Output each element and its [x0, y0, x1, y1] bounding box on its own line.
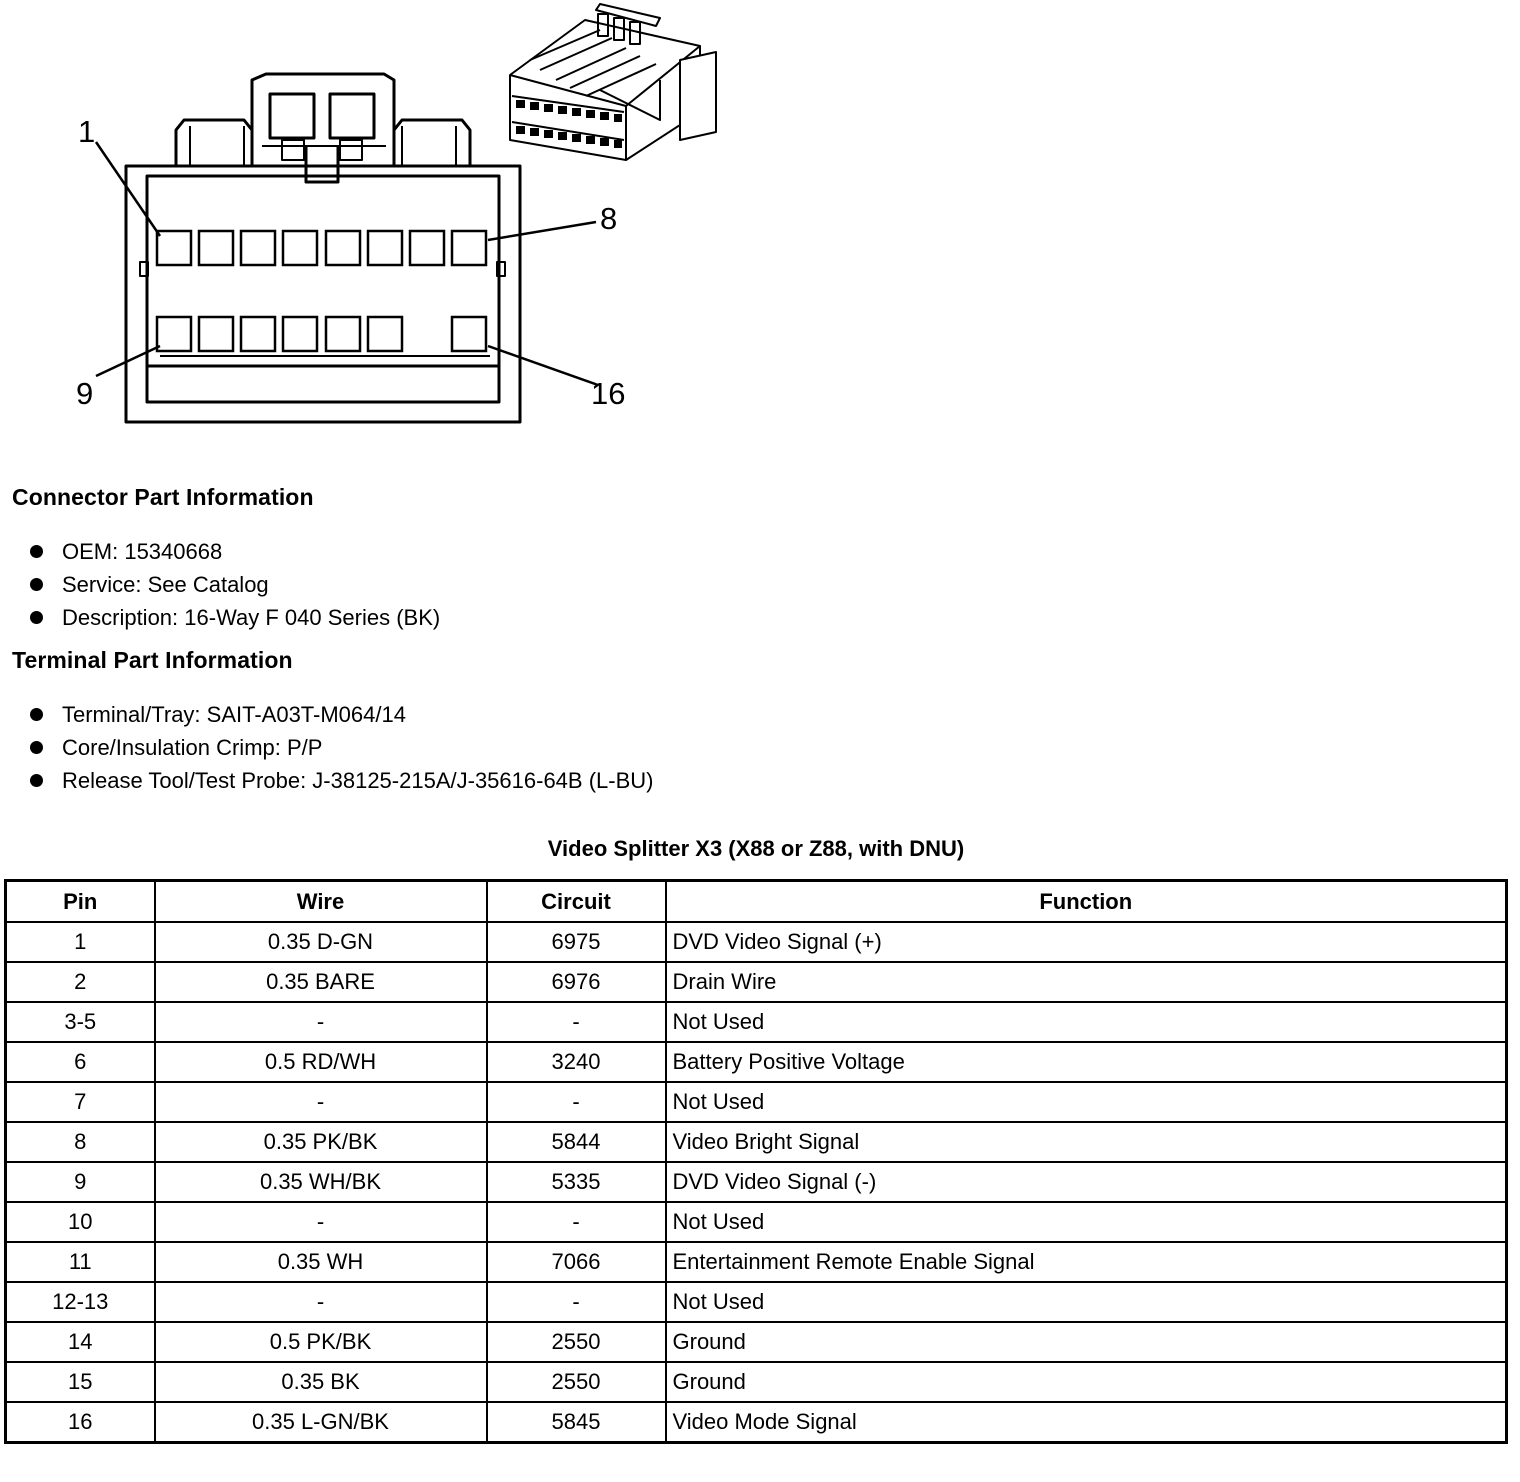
pin-cavities	[157, 231, 486, 351]
table-row	[6, 922, 1507, 962]
pin-label-1: 1	[78, 114, 96, 149]
table-row	[6, 1402, 1507, 1443]
cell-function: Video Bright Signal	[666, 1122, 1507, 1162]
list-item: Terminal/Tray: SAIT-A03T-M064/14	[30, 698, 653, 731]
cell-pin: 16	[6, 1402, 155, 1443]
cell-circuit: 5335	[487, 1162, 666, 1202]
table-row	[6, 1162, 1507, 1202]
terminal-info-heading: Terminal Part Information	[12, 647, 293, 673]
table-row	[6, 1002, 1507, 1042]
cell-circuit: -	[487, 1002, 666, 1042]
bullet-icon	[30, 545, 43, 558]
header-circuit: Circuit	[487, 881, 666, 923]
list-item: Service: See Catalog	[30, 568, 440, 601]
cell-wire: 0.5 RD/WH	[155, 1042, 487, 1082]
pin-label-9: 9	[76, 376, 94, 411]
cell-pin: 9	[6, 1162, 155, 1202]
cell-circuit: -	[487, 1282, 666, 1322]
table-row	[6, 962, 1507, 1002]
cell-circuit: -	[487, 1082, 666, 1122]
cell-wire: -	[155, 1282, 487, 1322]
cell-pin: 15	[6, 1362, 155, 1402]
bullet-icon	[30, 774, 43, 787]
cell-circuit: 6976	[487, 962, 666, 1002]
cell-wire: -	[155, 1002, 487, 1042]
cell-function: Ground	[666, 1322, 1507, 1362]
cell-circuit: 6975	[487, 922, 666, 962]
connector-diagram	[0, 0, 740, 440]
cell-function: Video Mode Signal	[666, 1402, 1507, 1443]
cell-circuit: 5845	[487, 1402, 666, 1443]
cell-wire: -	[155, 1202, 487, 1242]
cell-pin: 1	[6, 922, 155, 962]
cell-circuit: 2550	[487, 1362, 666, 1402]
cell-circuit: 2550	[487, 1322, 666, 1362]
connector-info-list	[30, 535, 440, 634]
cell-pin: 11	[6, 1242, 155, 1282]
table-row	[6, 1282, 1507, 1322]
cell-pin: 7	[6, 1082, 155, 1122]
bullet-icon	[30, 708, 43, 721]
table-header-row	[6, 881, 1507, 923]
cell-wire: -	[155, 1082, 487, 1122]
table-row	[6, 1242, 1507, 1282]
cell-wire: 0.35 BARE	[155, 962, 487, 1002]
table-row	[6, 1122, 1507, 1162]
cell-pin: 8	[6, 1122, 155, 1162]
cell-function: Ground	[666, 1362, 1507, 1402]
cell-function: Not Used	[666, 1082, 1507, 1122]
connector-info-heading: Connector Part Information	[12, 484, 314, 510]
cell-function: Drain Wire	[666, 962, 1507, 1002]
cell-function: DVD Video Signal (+)	[666, 922, 1507, 962]
cell-circuit: 7066	[487, 1242, 666, 1282]
connector-housing	[126, 166, 520, 422]
bullet-icon	[30, 578, 43, 591]
header-wire: Wire	[155, 881, 487, 923]
table-row	[6, 1082, 1507, 1122]
connector-3d-view	[510, 4, 716, 160]
bullet-icon	[30, 741, 43, 754]
cell-pin: 2	[6, 962, 155, 1002]
bullet-icon	[30, 611, 43, 624]
table-row	[6, 1322, 1507, 1362]
cell-circuit: 5844	[487, 1122, 666, 1162]
table-row	[6, 1042, 1507, 1082]
table-row	[6, 1362, 1507, 1402]
cell-pin: 6	[6, 1042, 155, 1082]
cell-wire: 0.35 D-GN	[155, 922, 487, 962]
cell-function: Battery Positive Voltage	[666, 1042, 1507, 1082]
cell-function: DVD Video Signal (-)	[666, 1162, 1507, 1202]
cell-function: Entertainment Remote Enable Signal	[666, 1242, 1507, 1282]
header-function: Function	[666, 881, 1507, 923]
cell-pin: 10	[6, 1202, 155, 1242]
list-item: Release Tool/Test Probe: J-38125-215A/J-35616-64B (L-BU)	[30, 764, 653, 797]
terminal-info-list	[30, 698, 653, 797]
list-item: OEM: 15340668	[30, 535, 440, 568]
cell-wire: 0.35 PK/BK	[155, 1122, 487, 1162]
cell-wire: 0.35 BK	[155, 1362, 487, 1402]
cell-function: Not Used	[666, 1002, 1507, 1042]
pin-label-16: 16	[591, 376, 626, 411]
cell-pin: 12-13	[6, 1282, 155, 1322]
cell-function: Not Used	[666, 1282, 1507, 1322]
table-row	[6, 1202, 1507, 1242]
cell-wire: 0.35 WH/BK	[155, 1162, 487, 1202]
cell-pin: 14	[6, 1322, 155, 1362]
list-item: Description: 16-Way F 040 Series (BK)	[30, 601, 440, 634]
list-item: Core/Insulation Crimp: P/P	[30, 731, 653, 764]
cell-function: Not Used	[666, 1202, 1507, 1242]
cell-circuit: 3240	[487, 1042, 666, 1082]
header-pin: Pin	[6, 881, 155, 923]
pin-label-8: 8	[600, 201, 618, 236]
cell-wire: 0.5 PK/BK	[155, 1322, 487, 1362]
cell-wire: 0.35 WH	[155, 1242, 487, 1282]
table-title: Video Splitter X3 (X88 or Z88, with DNU)	[547, 836, 965, 861]
cell-wire: 0.35 L-GN/BK	[155, 1402, 487, 1443]
cell-pin: 3-5	[6, 1002, 155, 1042]
cell-circuit: -	[487, 1202, 666, 1242]
pinout-table	[4, 879, 1508, 1444]
